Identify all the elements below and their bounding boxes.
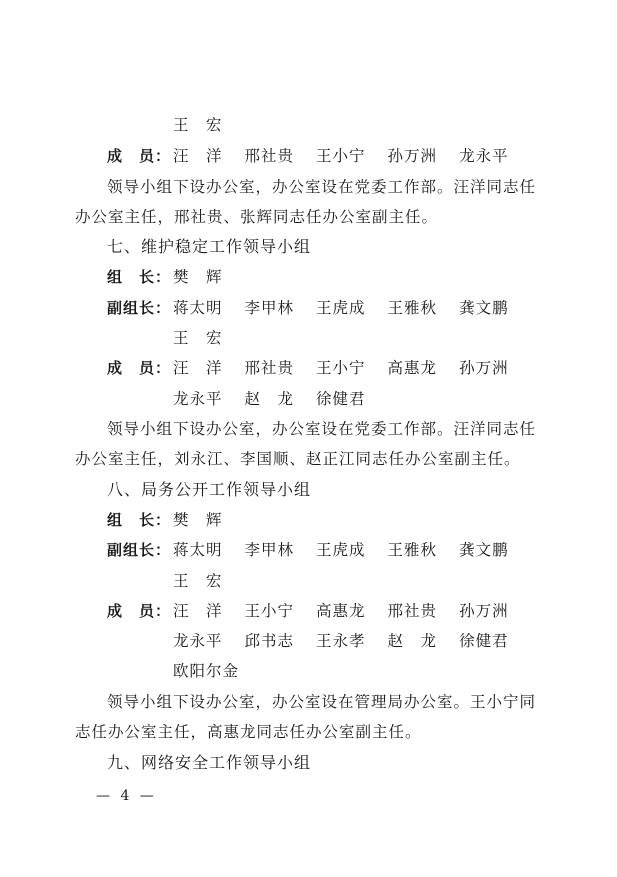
name: 高惠龙	[316, 602, 366, 620]
sec8-members-line-2	[173, 631, 509, 651]
name: 邱书志	[244, 632, 295, 650]
name: 王雅秋	[387, 299, 438, 317]
name: 高惠龙	[387, 359, 438, 377]
sec7-leader-label: 组 长：	[107, 268, 172, 286]
sec7-leader: 樊 辉	[173, 268, 223, 286]
name: 孙万洲	[459, 602, 509, 620]
sec7-members-line-1	[173, 358, 509, 378]
name: 龙永平	[459, 147, 509, 165]
name: 王虎成	[316, 299, 366, 317]
name: 龙永平	[173, 632, 223, 650]
name: 汪 洋	[173, 602, 223, 620]
sec8-deputy-line-1	[173, 540, 509, 560]
name: 汪 洋	[173, 359, 223, 377]
name: 龚文鹏	[459, 299, 509, 317]
name: 王小宁	[244, 602, 295, 620]
sec8-leader: 樊 辉	[173, 511, 223, 529]
sec6-members-line	[173, 146, 509, 166]
sec8-leader-label: 组 长：	[107, 511, 172, 529]
name: 徐健君	[459, 632, 509, 650]
sec6-members-label: 成 员：	[107, 147, 172, 165]
deputy-cont-line: 王 宏	[173, 116, 223, 134]
name: 邢社贵	[244, 147, 295, 165]
sec9-title: 九、网络安全工作领导小组	[107, 753, 312, 772]
name: 徐健君	[316, 390, 366, 408]
sec8-office-paragraph-1: 领导小组下设办公室，办公室设在管理局办公室。王小宁同	[107, 693, 537, 711]
sec7-title: 七、维护稳定工作领导小组	[107, 237, 312, 256]
name: 孙万洲	[387, 147, 438, 165]
name: 邢社贵	[387, 602, 438, 620]
sec8-members-label: 成 员：	[107, 602, 172, 620]
sec6-office-paragraph-2: 办公室主任，邢社贵、张辉同志任办公室副主任。	[75, 208, 439, 226]
sec7-members-line-2	[173, 389, 366, 409]
name: 赵 龙	[387, 632, 438, 650]
name: 龚文鹏	[459, 541, 509, 559]
sec8-deputy-label: 副组长：	[107, 541, 172, 559]
name: 王小宁	[316, 359, 366, 377]
name: 李甲林	[244, 541, 295, 559]
name: 赵 龙	[244, 390, 295, 408]
sec7-office-paragraph-2: 办公室主任，刘永江、李国顺、赵正江同志任办公室副主任。	[75, 450, 521, 468]
name: 蒋太明	[173, 541, 223, 559]
sec8-members-line-3: 欧阳尔金	[173, 662, 240, 680]
sec8-members-line-1	[173, 601, 509, 621]
sec7-office-paragraph-1: 领导小组下设办公室，办公室设在党委工作部。汪洋同志任	[107, 420, 537, 438]
name: 王雅秋	[387, 541, 438, 559]
name: 邢社贵	[244, 359, 295, 377]
name: 李甲林	[244, 299, 295, 317]
sec7-deputy-line-1	[173, 298, 509, 318]
sec7-deputy-label: 副组长：	[107, 299, 172, 317]
name: 王小宁	[316, 147, 366, 165]
sec7-deputy-line-2: 王 宏	[173, 329, 223, 347]
name: 孙万洲	[459, 359, 509, 377]
sec8-office-paragraph-2: 志任办公室主任，高惠龙同志任办公室副主任。	[75, 723, 422, 741]
sec8-deputy-line-2: 王 宏	[173, 572, 223, 590]
sec8-title: 八、局务公开工作领导小组	[107, 480, 312, 499]
page-number: — 4 —	[96, 788, 157, 804]
name: 王永孝	[316, 632, 366, 650]
sec7-members-label: 成 员：	[107, 359, 172, 377]
name: 王虎成	[316, 541, 366, 559]
name: 蒋太明	[173, 299, 223, 317]
sec6-office-paragraph-1: 领导小组下设办公室，办公室设在党委工作部。汪洋同志任	[107, 178, 537, 196]
name: 龙永平	[173, 390, 223, 408]
name: 汪 洋	[173, 147, 223, 165]
